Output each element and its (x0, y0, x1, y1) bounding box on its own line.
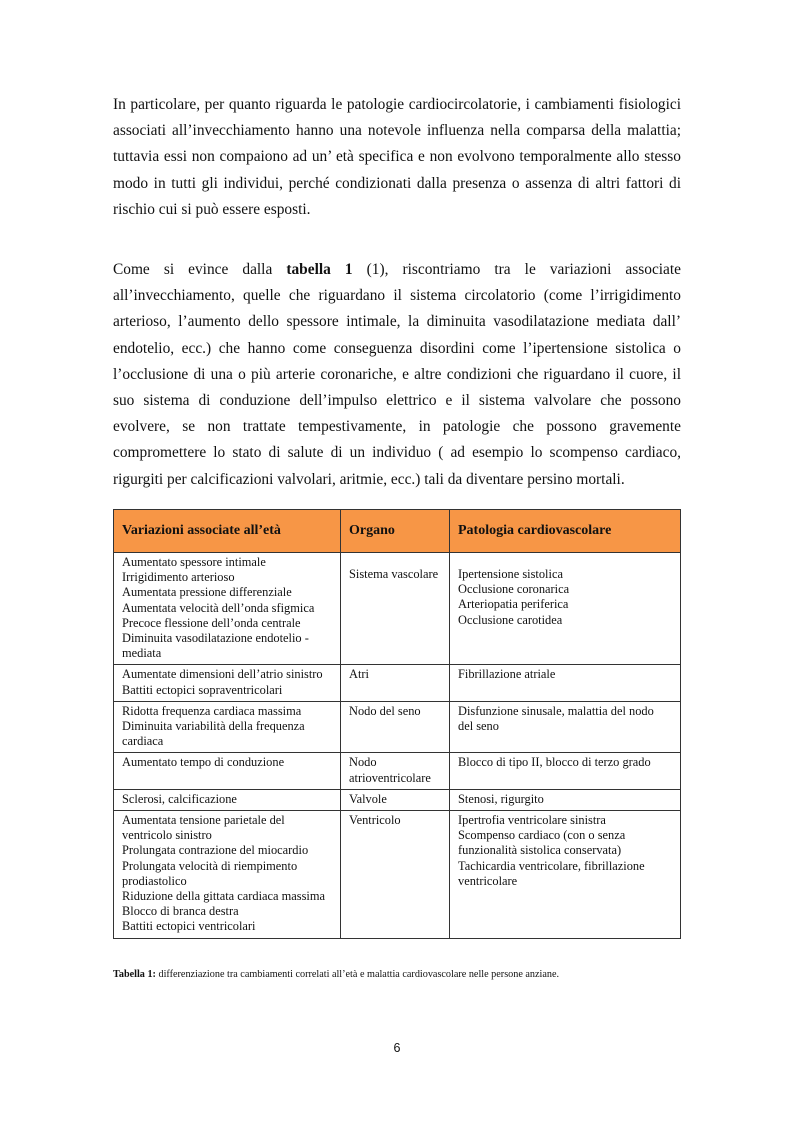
variation-item: Irrigidimento arterioso (122, 570, 235, 585)
variation-item: Aumentato tempo di conduzione (122, 755, 285, 770)
paragraph-text-before: Come si evince dalla (113, 261, 287, 278)
table-row (114, 811, 681, 939)
cell-pathologies (450, 753, 681, 789)
paragraph-intro: In particolare, per quanto riguarda le patologie cardiocircolatorie, i cambiamenti fisiologici associati all’invecchiamento hanno una notevole influenza nella comparsa della malattia; tuttavia essi non compaiono ad un’ età specifica e non evolvono temporalmente allo stesso modo in tutti gli individui, perché condizionati dalla presenza o assenza di altri fattori di rischio cui si può essere esposti. (113, 96, 681, 218)
pathology-item: Fibrillazione atriale (458, 667, 556, 682)
variation-item: Prolungata contrazione del miocardio (122, 843, 309, 858)
caption-label: Tabella 1: (113, 969, 156, 980)
pathology-item: Occlusione carotidea (458, 612, 563, 627)
variation-item: Diminuita vasodilatazione endotelio - mediata (122, 631, 309, 661)
cardiovascular-table (113, 509, 681, 939)
header-variations: Variazioni associate all’età (114, 510, 341, 553)
pathology-item: Arteriopatia periferica (458, 597, 569, 612)
variation-item: Precoce flessione dell’onda centrale (122, 615, 301, 630)
variation-item: Aumentata tensione parietale del ventricolo sinistro (122, 813, 285, 843)
table-row (114, 701, 681, 753)
paragraph-text-after: (1), riscontriamo tra le variazioni associate all’invecchiamento, quelle che riguardano il sistema circolatorio (come l’irrigidimento arterioso, l’aumento dello spessore intimale, la diminuita vasodilatazione mediata dall’ endotelio, ecc.) che hanno come conseguenza disordini come l’ipertensione sistolica o l’occlusione di una o più arterie coronariche, e altre condizioni che riguardano il cuore, il suo sistema di conduzione dell’impulso elettrico e il sistema valvolare che possono evolvere, se non trattate tempestivamente, in patologie che possono gravemente compromettere lo stato di salute di un individuo ( ad esempio lo scompenso cardiaco, rigurgiti per calcificazioni valvolari, aritmie, ecc.) tali da diventare persino mortali. (113, 261, 681, 488)
table-reference-bold: tabella 1 (286, 261, 353, 278)
paragraph-table-reference (113, 257, 681, 493)
variation-item: Aumentata velocità dell’onda sfigmica (122, 600, 315, 615)
cell-organ: Sistema vascolare (341, 553, 450, 665)
table-row (114, 753, 681, 789)
cell-variations (114, 789, 341, 810)
variation-item: Sclerosi, calcificazione (122, 791, 237, 806)
cell-organ: Nodo del seno (341, 701, 450, 753)
variation-item: Battiti ectopici ventricolari (122, 919, 256, 934)
cell-variations (114, 553, 341, 665)
table-header-row (114, 510, 681, 553)
variation-item: Aumentate dimensioni dell’atrio sinistro (122, 667, 323, 682)
pathology-item: Occlusione coronarica (458, 582, 570, 597)
cell-pathologies (450, 789, 681, 810)
cell-organ: Valvole (341, 789, 450, 810)
cell-variations (114, 665, 341, 701)
pathology-item: Stenosi, rigurgito (458, 791, 544, 806)
table-row (114, 665, 681, 701)
header-organ: Organo (341, 510, 450, 553)
variation-item: Diminuita variabilità della frequenza cardiaca (122, 719, 305, 749)
variation-item: Aumentato spessore intimale (122, 555, 266, 569)
pathology-item: Tachicardia ventricolare, fibrillazione ventricolare (458, 858, 645, 888)
cell-pathologies (450, 811, 681, 939)
table-row (114, 553, 681, 665)
header-pathology: Patologia cardiovascolare (450, 510, 681, 553)
cell-variations (114, 811, 341, 939)
variation-item: Ridotta frequenza cardiaca massima (122, 703, 302, 718)
variation-item: Aumentata pressione differenziale (122, 585, 292, 600)
cell-pathologies (450, 701, 681, 753)
pathology-item: Ipertensione sistolica (458, 567, 563, 581)
pathology-item: Disfunzione sinusale, malattia del nodo del seno (458, 703, 654, 734)
cell-organ: Ventricolo (341, 811, 450, 939)
cell-organ: Atri (341, 665, 450, 701)
cell-variations (114, 753, 341, 789)
variation-item: Riduzione della gittata cardiaca massima (122, 889, 325, 904)
pathology-item: Ipertrofia ventricolare sinistra (458, 813, 606, 828)
pathology-item: Scompenso cardiaco (con o senza funzionalità sistolica conservata) (458, 828, 626, 858)
variation-item: Battiti ectopici sopraventricolari (122, 682, 283, 697)
caption-text: differenziazione tra cambiamenti correlati all’età e malattia cardiovascolare nelle persone anziane. (155, 969, 560, 980)
page-number: 6 (393, 1041, 401, 1055)
cell-pathologies (450, 553, 681, 665)
variation-item: Blocco di branca destra (122, 904, 239, 919)
variation-item: Prolungata velocità di riempimento prodiastolico (122, 858, 298, 888)
pathology-item: Blocco di tipo II, blocco di terzo grado (458, 755, 651, 770)
table-caption (113, 968, 559, 981)
cell-organ: Nodo atrioventricolare (341, 753, 450, 789)
table-row (114, 789, 681, 810)
cell-pathologies (450, 665, 681, 701)
cell-variations (114, 701, 341, 753)
